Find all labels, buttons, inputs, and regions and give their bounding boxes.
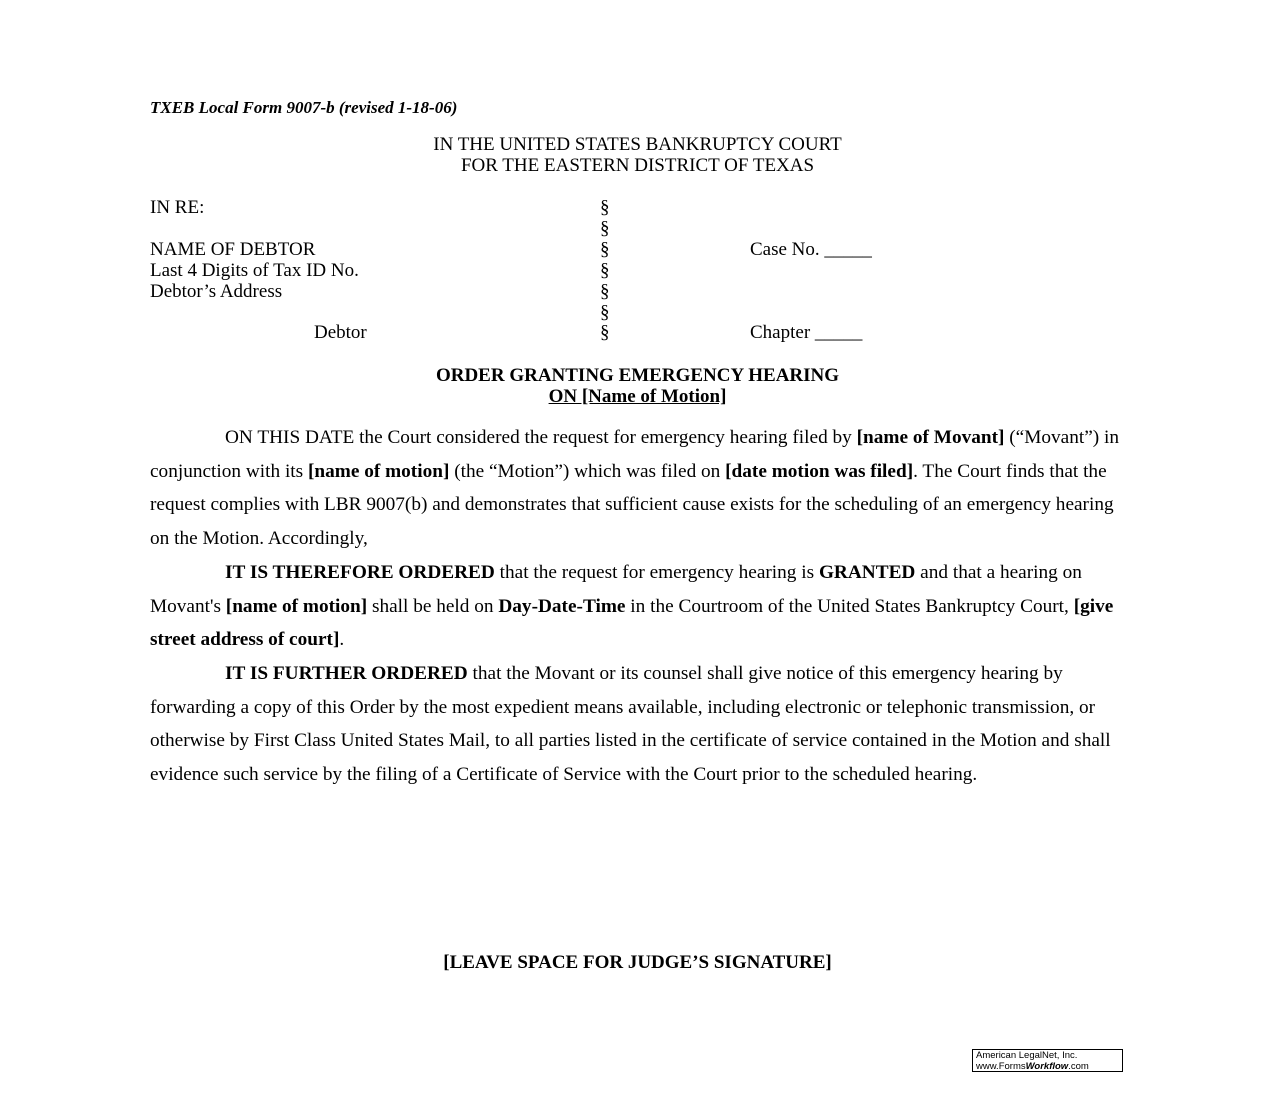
text-span: (the “Motion”) which was filed on [449,460,726,482]
paragraph-considered [150,421,1125,556]
motion-placeholder: [name of motion] [225,595,368,617]
url-part: Workflow [1025,1061,1069,1072]
caption-address: Debtor’s Address [150,281,283,302]
text-span: that the request for emergency hearing is [494,561,819,583]
section-symbol: § [600,281,610,302]
document-page [150,0,1125,1100]
form-identifier: TXEB Local Form 9007-b (revised 1-18-06) [150,98,458,117]
order-title: ORDER GRANTING EMERGENCY HEARING [435,365,840,386]
publisher-name: American LegalNet, Inc. [976,1050,1078,1061]
motion-placeholder: [name of motion] [308,460,450,482]
section-symbol: § [600,239,610,260]
publisher-url [976,1061,1122,1072]
signature-placeholder: [LEAVE SPACE FOR JUDGE’S SIGNATURE] [443,952,832,973]
section-symbol: § [600,260,610,281]
granted-text: GRANTED [818,561,916,583]
paragraph-further-ordered [150,657,1125,792]
chapter-field: Chapter _____ [750,322,863,343]
address-placeholder: [give street address of court] [150,595,1114,651]
further-ordered-heading: IT IS FURTHER ORDERED [225,662,468,684]
caption-in-re: IN RE: [150,197,205,218]
court-name-line1: IN THE UNITED STATES BANKRUPTCY COURT [433,134,842,155]
court-name-line2: FOR THE EASTERN DISTRICT OF TEXAS [460,155,815,176]
text-span: (“Movant”) in conjunction with its [150,427,1120,482]
section-symbol: § [600,197,610,218]
text-span: and that a hearing on Movant's [150,561,1082,617]
section-symbol: § [600,322,610,343]
order-body [150,421,1125,792]
url-part: .com [1068,1061,1089,1072]
caption-tax-id: Last 4 Digits of Tax ID No. [150,260,359,281]
date-placeholder: [date motion was filed] [725,460,914,482]
text-span: . The Court finds that the request complies with LBR 9007(b) and demonstrates that sufficient cause exists for the scheduling of an emergency hearing on the Motion. Accordingly, [150,460,1114,550]
ordered-heading: IT IS THEREFORE ORDERED [225,561,495,583]
url-part: www.Forms [976,1061,1026,1072]
datetime-placeholder: Day-Date-Time [498,595,626,617]
text-span: . [339,629,345,651]
case-number-field: Case No. _____ [750,239,872,260]
section-symbol: § [600,218,610,239]
paragraph-therefore-ordered [150,556,1125,657]
caption-debtor-label: Debtor [314,322,367,343]
text-span: in the Courtroom of the United States Bankruptcy Court, [625,595,1074,617]
text-span: ON THIS DATE the Court considered the request for emergency hearing filed by [225,427,857,448]
text-span: that the Movant or its counsel shall give notice of this emergency hearing by forwarding a copy of this Order by the most expedient means available, including electronic or telephonic transmission, or otherwise by First Class United States Mail, to all parties listed in the certificate of service contained in the Motion and shall evidence such service by the filing of a Certificate of Service with the Court prior to the scheduled hearing. [150,662,1111,786]
publisher-logo [972,1049,1123,1072]
section-symbol: § [600,302,610,323]
caption-debtor-name: NAME OF DEBTOR [150,239,316,260]
order-subtitle: ON [Name of Motion] [548,386,727,407]
text-span: shall be held on [367,595,499,617]
movant-placeholder: [name of Movant] [856,427,1005,448]
